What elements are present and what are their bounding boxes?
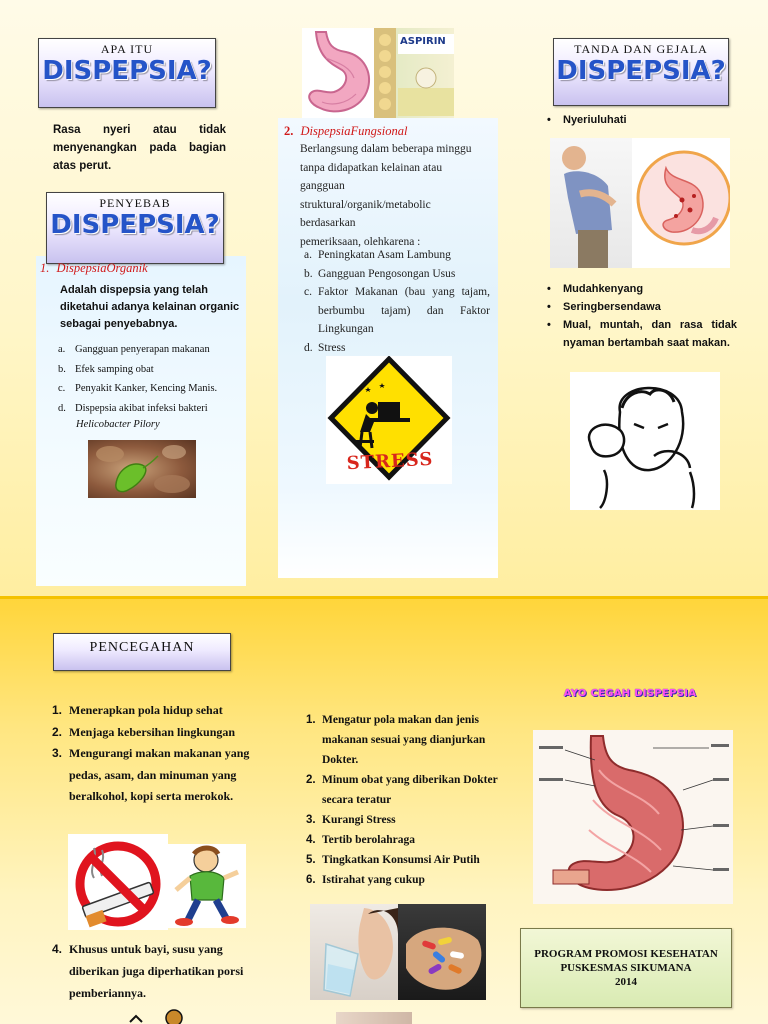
list-marker: 2. bbox=[52, 724, 63, 739]
pencegahan-list-a bbox=[52, 700, 252, 808]
list-marker: 5. bbox=[306, 854, 316, 866]
list-text: Peningkatan Asam Lambung bbox=[318, 249, 451, 261]
organik-causes-list bbox=[58, 340, 248, 418]
fungsional-desc-line: Berlangsung dalam beberapa minggu bbox=[300, 143, 472, 155]
fungsional-desc-line: struktural/organik/metabolic bbox=[300, 198, 431, 211]
inflamed-stomach-icon bbox=[632, 138, 730, 268]
stress-label: STRESS bbox=[346, 448, 434, 475]
fungsional-desc-line: berdasarkan bbox=[300, 217, 356, 229]
list-marker: 6. bbox=[306, 874, 316, 886]
list-text: Minum obat yang diberikan Dokter secara teratur bbox=[322, 774, 498, 806]
list-text: Nyeriuluhati bbox=[563, 114, 627, 126]
bullet-icon: • bbox=[547, 283, 551, 295]
bullet-icon: • bbox=[547, 114, 551, 126]
penyebab-title-big: DISPEPSIA? bbox=[50, 210, 220, 240]
bacteria-icon bbox=[88, 440, 196, 498]
fungsional-desc-line: gangguan bbox=[300, 180, 345, 192]
fungsional-description bbox=[300, 140, 472, 251]
list-text: Istirahat yang cukup bbox=[322, 874, 425, 886]
list-marker: 3. bbox=[306, 814, 316, 826]
bullet-icon: • bbox=[547, 319, 551, 331]
penyebab-title-small: PENYEBAB bbox=[99, 196, 171, 210]
prevention-item bbox=[52, 722, 252, 744]
list-text: Gangguan Pengosongan Usus bbox=[318, 267, 456, 280]
organik-heading-number: 1. bbox=[40, 261, 50, 275]
fold-divider bbox=[0, 596, 768, 599]
fungsional-cause-item bbox=[304, 265, 490, 284]
organik-cause-item bbox=[58, 379, 248, 399]
list-text: Khusus untuk bayi, susu yang diberikan juga diperhatikan porsi pemberiannya. bbox=[69, 942, 244, 1000]
stress-warning-image bbox=[326, 356, 452, 484]
bottom-cartoon-fragment bbox=[128, 1006, 188, 1024]
nauseous-boy-cartoon-icon bbox=[570, 372, 720, 510]
cartoon-fragment-icon bbox=[128, 1006, 188, 1024]
program-footer-line: PROGRAM PROMOSI KESEHATAN bbox=[534, 948, 718, 960]
list-marker: c. bbox=[58, 383, 66, 394]
symptom-item bbox=[547, 298, 737, 316]
running-kid-image bbox=[166, 844, 246, 928]
apa-itu-text: Rasa nyeri atau tidak menyenangkan pada bagian atas perut. bbox=[53, 124, 226, 172]
list-text: Stress bbox=[318, 341, 346, 354]
man-holding-stomach-icon bbox=[550, 138, 632, 268]
prevention-item bbox=[306, 850, 502, 870]
apa-itu-title-small: APA ITU bbox=[100, 42, 154, 56]
symptom-item bbox=[547, 280, 737, 298]
no-smoking-image bbox=[68, 834, 168, 930]
penyebab-title-box bbox=[46, 192, 224, 264]
bacteria-name: Helicobacter Pilory bbox=[76, 419, 160, 430]
pills-in-hand-icon bbox=[398, 904, 486, 1000]
fungsional-cause-item bbox=[304, 339, 490, 358]
list-marker: a. bbox=[304, 249, 312, 261]
tanda-symptoms-list bbox=[547, 280, 737, 352]
list-text: Seringbersendawa bbox=[563, 301, 661, 313]
organik-heading-label: DispepsiaOrganik bbox=[56, 261, 148, 275]
fungsional-cause-item bbox=[304, 246, 490, 265]
stomach-icon bbox=[302, 28, 376, 118]
fungsional-heading-label: DispepsiaFungsional bbox=[300, 124, 408, 138]
prevention-item bbox=[306, 710, 502, 770]
list-marker: a. bbox=[58, 344, 66, 355]
list-text: Dispepsia akibat infeksi bakteri bbox=[75, 402, 208, 414]
organik-cause-item bbox=[58, 360, 248, 380]
bacteria-image bbox=[88, 440, 196, 498]
prevention-item bbox=[306, 770, 502, 810]
prevention-item bbox=[52, 700, 252, 722]
bottom-photo-fragment bbox=[336, 1012, 412, 1024]
aspirin-pills-image bbox=[374, 28, 454, 118]
list-text: Menjaga kebersihan lingkungan bbox=[69, 724, 236, 739]
list-text: Gangguan penyerapan makanan bbox=[75, 344, 210, 355]
tanda-first-item bbox=[547, 111, 747, 129]
pencegahan-item-4 bbox=[52, 938, 252, 1004]
list-marker: b. bbox=[304, 267, 313, 280]
fungsional-heading bbox=[284, 124, 407, 139]
stomach-anatomy-image bbox=[533, 730, 733, 904]
list-text: Tertib berolahraga bbox=[322, 834, 415, 846]
prevention-item bbox=[52, 743, 252, 808]
tanda-title-big: DISPEPSIA? bbox=[556, 56, 726, 86]
list-text: Faktor Makanan (bau yang tajam, berbumbu tajam) dan Faktor Lingkungan bbox=[318, 286, 490, 335]
prevention-item bbox=[306, 830, 502, 850]
list-text: Mual, muntah, dan rasa tidak nyaman bertambah saat makan. bbox=[563, 319, 737, 349]
cegah-heading: AYO CEGAH DISPEPSIA bbox=[563, 688, 697, 699]
pencegahan-title-box bbox=[53, 633, 231, 671]
stomach-pain-man-image bbox=[550, 138, 632, 268]
fungsional-cause-item bbox=[304, 283, 490, 339]
exercising-kid-cartoon-icon bbox=[166, 844, 246, 928]
list-marker: 4. bbox=[306, 834, 316, 846]
list-marker: 4. bbox=[52, 942, 63, 956]
fungsional-heading-number: 2. bbox=[284, 124, 294, 138]
program-footer-box bbox=[520, 928, 732, 1008]
organik-cause-item bbox=[58, 340, 248, 360]
stomach-image bbox=[302, 28, 376, 118]
nausea-boy-image bbox=[570, 372, 720, 510]
fungsional-desc-line: tanpa didapatkan kelainan atau bbox=[300, 161, 443, 174]
medicine-pills-image bbox=[398, 904, 486, 1000]
list-marker: d. bbox=[304, 341, 313, 354]
drinking-water-icon bbox=[310, 904, 398, 1000]
organik-cause-item bbox=[58, 399, 248, 419]
list-marker: d. bbox=[58, 402, 66, 414]
list-text: Mengurangi makan makanan yang pedas, asam, dan minuman yang beralkohol, kopi serta merokok. bbox=[69, 746, 250, 803]
stomach-anatomy-diagram-icon bbox=[533, 730, 733, 904]
list-text: Efek samping obat bbox=[75, 363, 154, 375]
apa-itu-title-box bbox=[38, 38, 216, 108]
list-marker: 2. bbox=[306, 774, 316, 786]
fungsional-causes-list bbox=[304, 246, 490, 357]
list-text: Mudahkenyang bbox=[563, 283, 644, 295]
program-footer-line: 2014 bbox=[615, 976, 637, 988]
list-marker: 3. bbox=[52, 746, 63, 760]
prevention-item bbox=[306, 870, 502, 890]
program-footer-line: PUSKESMAS SIKUMANA bbox=[560, 962, 692, 974]
pencegahan-title: PENCEGAHAN bbox=[89, 640, 195, 655]
list-marker: c. bbox=[304, 286, 312, 298]
organik-heading bbox=[40, 261, 148, 276]
bullet-icon: • bbox=[547, 301, 551, 313]
tanda-title-box bbox=[553, 38, 729, 106]
list-text: Kurangi Stress bbox=[322, 814, 396, 826]
apa-itu-title-big: DISPEPSIA? bbox=[42, 56, 212, 86]
aspirin-label: ASPIRIN bbox=[400, 36, 446, 47]
list-text: Mengatur pola makan dan jenis makanan sesuai yang dianjurkan Dokter. bbox=[322, 714, 486, 766]
no-smoking-icon bbox=[68, 834, 168, 930]
list-text: Penyakit Kanker, Kencing Manis. bbox=[75, 383, 218, 394]
list-marker: b. bbox=[58, 363, 66, 375]
list-text: Menerapkan pola hidup sehat bbox=[69, 703, 223, 717]
prevention-item bbox=[306, 810, 502, 830]
fungsional-desc-line: pemeriksaan, olehkarena : bbox=[300, 235, 421, 248]
organik-description: Adalah dispepsia yang telah diketahui adanya kelainan organic sebagai penyebabnya. bbox=[60, 284, 240, 330]
stomach-inflammation-image bbox=[632, 138, 730, 268]
list-text: Tingkatkan Konsumsi Air Putih bbox=[322, 854, 480, 866]
tanda-title-small: TANDA DAN GEJALA bbox=[574, 42, 708, 56]
symptom-item bbox=[547, 316, 737, 352]
pencegahan-list-b bbox=[306, 710, 502, 890]
list-marker: 1. bbox=[52, 703, 63, 717]
drinking-water-image bbox=[310, 904, 398, 1000]
list-marker: 1. bbox=[306, 714, 316, 726]
